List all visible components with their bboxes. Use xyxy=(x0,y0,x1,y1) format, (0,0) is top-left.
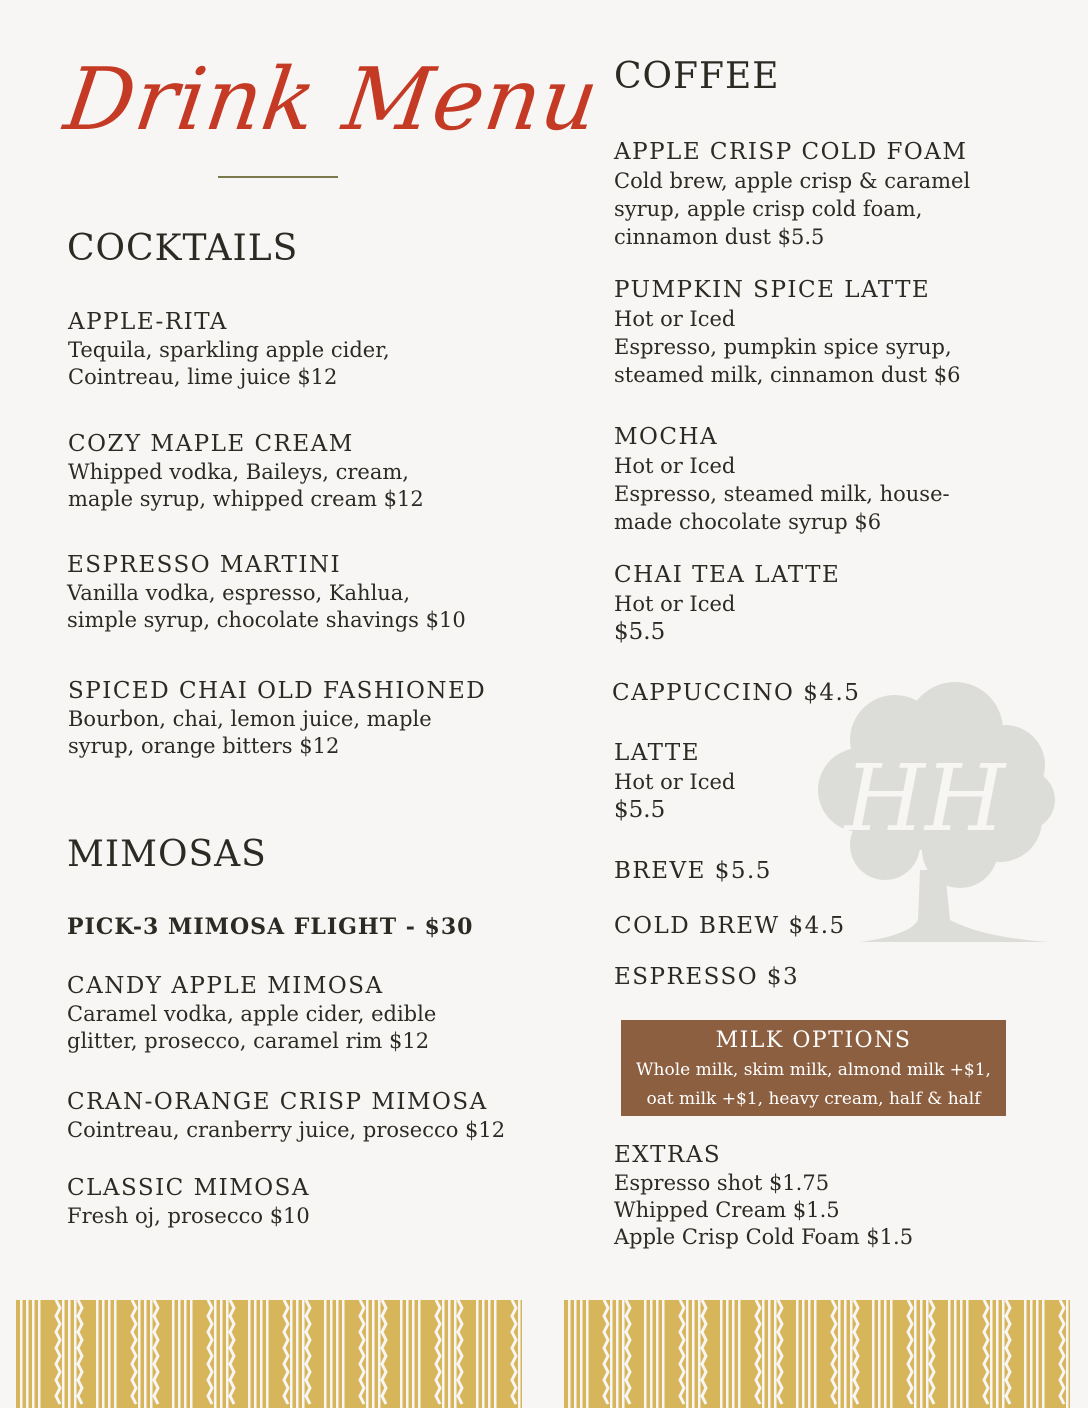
menu-item xyxy=(67,971,436,1055)
extras-line: Whipped Cream $1.5 xyxy=(614,1198,840,1222)
stripe-line xyxy=(622,1300,625,1408)
stripe-line xyxy=(814,1300,817,1408)
item-name: ESPRESSO MARTINI xyxy=(67,552,342,578)
extras-section xyxy=(614,1140,913,1251)
stripe-line xyxy=(656,1300,659,1408)
item-desc: Cointreau, lime juice $12 xyxy=(68,365,338,389)
item-desc: Vanilla vodka, espresso, Kahlua, xyxy=(67,581,411,605)
menu-item xyxy=(614,911,846,941)
stripe-line xyxy=(172,1300,175,1408)
stripe-line xyxy=(324,1300,327,1408)
stripe-line xyxy=(336,1300,339,1408)
stripe-line xyxy=(442,1300,445,1408)
stripe-line xyxy=(914,1300,917,1408)
item-desc: Hot or Iced xyxy=(614,307,736,331)
stripe-line xyxy=(762,1300,765,1408)
menu-item xyxy=(68,307,390,391)
stripe-line xyxy=(644,1300,647,1408)
item-desc: glitter, prosecco, caramel rim $12 xyxy=(67,1029,430,1053)
menu-item xyxy=(614,962,799,992)
stripe-line xyxy=(296,1300,299,1408)
stripe-line xyxy=(454,1300,457,1408)
menu-item xyxy=(614,856,772,886)
item-name: SPICED CHAI OLD FASHIONED xyxy=(68,678,487,704)
menu-item xyxy=(68,429,424,513)
stripe-line xyxy=(260,1300,263,1408)
stripe-line xyxy=(878,1300,881,1408)
item-name: CLASSIC MIMOSA xyxy=(67,1175,310,1201)
stripe-line xyxy=(178,1300,181,1408)
stripe-band-right xyxy=(564,1300,1070,1408)
stripe-line xyxy=(1036,1300,1039,1408)
stripe-line xyxy=(302,1300,305,1408)
stripe-line xyxy=(574,1300,577,1408)
stripe-line xyxy=(610,1300,613,1408)
item-desc: maple syrup, whipped cream $12 xyxy=(68,487,424,511)
stripe-line xyxy=(662,1300,665,1408)
item-name: LATTE xyxy=(614,740,701,766)
item-name: CHAI TEA LATTE xyxy=(614,562,841,588)
stripe-line xyxy=(378,1300,381,1408)
stripe-line xyxy=(686,1300,689,1408)
stripe-line xyxy=(726,1300,729,1408)
stripe-line xyxy=(796,1300,799,1408)
item-desc: steamed milk, cinnamon dust $6 xyxy=(614,363,961,387)
stripe-line xyxy=(650,1300,653,1408)
stripe-line xyxy=(150,1300,153,1408)
coffee-heading: COFFEE xyxy=(614,56,780,97)
menu-item xyxy=(67,550,466,634)
stripe-line xyxy=(844,1300,847,1408)
stripe-line xyxy=(926,1300,929,1408)
stripe-line xyxy=(62,1300,65,1408)
milk-options-heading: MILK OPTIONS xyxy=(715,1028,912,1053)
item-desc: Espresso, steamed milk, house- xyxy=(614,482,950,506)
stripe-line xyxy=(114,1300,117,1408)
stripe-line xyxy=(26,1300,29,1408)
item-name: CANDY APPLE MIMOSA xyxy=(67,973,384,999)
stripe-line xyxy=(366,1300,369,1408)
item-price: $5.5 xyxy=(614,797,666,823)
item-name: ESPRESSO $3 xyxy=(614,964,800,990)
logo-monogram: HH xyxy=(844,745,1006,852)
extras-heading: EXTRAS xyxy=(614,1142,722,1168)
stripe-line xyxy=(850,1300,853,1408)
menu-item xyxy=(614,738,735,824)
stripe-line xyxy=(920,1300,923,1408)
item-desc: syrup, apple crisp cold foam, xyxy=(614,197,923,221)
stripe-background xyxy=(564,1300,1070,1408)
item-desc: Whipped vodka, Baileys, cream, xyxy=(68,460,409,484)
item-desc: Cold brew, apple crisp & caramel xyxy=(614,169,971,193)
stripe-line xyxy=(400,1300,403,1408)
menu-item xyxy=(67,1173,310,1230)
stripe-line xyxy=(838,1300,841,1408)
item-name: COLD BREW $4.5 xyxy=(614,913,846,939)
stripe-line xyxy=(476,1300,479,1408)
stripe-line xyxy=(108,1300,111,1408)
item-desc: Bourbon, chai, lemon juice, maple xyxy=(68,707,432,731)
stripe-line xyxy=(96,1300,99,1408)
stripe-line xyxy=(872,1300,875,1408)
stripe-line xyxy=(960,1300,963,1408)
menu-item xyxy=(614,422,950,536)
item-desc: made chocolate syrup $6 xyxy=(614,510,882,534)
stripe-line xyxy=(138,1300,141,1408)
menu-item xyxy=(614,137,970,251)
stripe-line xyxy=(1042,1300,1045,1408)
stripe-line xyxy=(482,1300,485,1408)
stripe-line xyxy=(720,1300,723,1408)
stripe-line xyxy=(1002,1300,1005,1408)
item-desc: Hot or Iced xyxy=(614,454,736,478)
stripe-line xyxy=(38,1300,41,1408)
stripe-band-left xyxy=(16,1300,522,1408)
stripe-line xyxy=(808,1300,811,1408)
stripe-line xyxy=(768,1300,771,1408)
stripe-line xyxy=(1066,1300,1069,1408)
item-desc: Cointreau, cranberry juice, prosecco $12 xyxy=(67,1118,506,1142)
menu-title: Drink Menu xyxy=(58,50,606,150)
stripe-line xyxy=(342,1300,345,1408)
stripe-line xyxy=(990,1300,993,1408)
milk-options-line: Whole milk, skim milk, almond milk +$1, xyxy=(636,1060,991,1080)
item-name: PUMPKIN SPICE LATTE xyxy=(614,277,931,303)
item-desc: syrup, orange bitters $12 xyxy=(68,734,340,758)
stripe-line xyxy=(372,1300,375,1408)
stripe-background xyxy=(16,1300,522,1408)
stripe-line xyxy=(330,1300,333,1408)
item-name: CAPPUCCINO $4.5 xyxy=(612,680,861,706)
stripe-line xyxy=(1024,1300,1027,1408)
stripe-line xyxy=(418,1300,421,1408)
stripe-line xyxy=(74,1300,77,1408)
milk-options-line: oat milk +$1, heavy cream, half & half xyxy=(646,1089,981,1109)
item-name: COZY MAPLE CREAM xyxy=(68,431,354,457)
item-name: BREVE $5.5 xyxy=(614,858,772,884)
mimosas-heading: MIMOSAS xyxy=(67,834,267,875)
stripe-line xyxy=(954,1300,957,1408)
stripe-line xyxy=(966,1300,969,1408)
item-name: MOCHA xyxy=(614,424,719,450)
menu-item xyxy=(68,676,486,760)
stripe-line xyxy=(802,1300,805,1408)
stripe-line xyxy=(220,1300,223,1408)
menu-item xyxy=(614,275,960,389)
item-name: CRAN-ORANGE CRISP MIMOSA xyxy=(67,1089,488,1115)
milk-options-box xyxy=(621,1020,1006,1116)
item-name: APPLE CRISP COLD FOAM xyxy=(614,139,968,165)
stripe-line xyxy=(68,1300,71,1408)
menu-item xyxy=(614,560,840,646)
stripe-line xyxy=(448,1300,451,1408)
stripe-line xyxy=(1030,1300,1033,1408)
stripe-line xyxy=(144,1300,147,1408)
item-name: APPLE-RITA xyxy=(68,309,228,335)
stripe-line xyxy=(518,1300,521,1408)
stripe-line xyxy=(32,1300,35,1408)
stripe-line xyxy=(488,1300,491,1408)
stripe-line xyxy=(692,1300,695,1408)
stripe-line xyxy=(102,1300,105,1408)
item-desc: cinnamon dust $5.5 xyxy=(614,225,825,249)
stripe-line xyxy=(586,1300,589,1408)
stripe-line xyxy=(412,1300,415,1408)
stripe-line xyxy=(616,1300,619,1408)
item-desc: Espresso, pumpkin spice syrup, xyxy=(614,335,952,359)
cocktails-heading: COCKTAILS xyxy=(67,228,299,269)
stripe-line xyxy=(226,1300,229,1408)
stripe-line xyxy=(732,1300,735,1408)
stripe-line xyxy=(290,1300,293,1408)
title-divider xyxy=(218,176,338,178)
stripe-line xyxy=(184,1300,187,1408)
stripe-line xyxy=(948,1300,951,1408)
stripe-line xyxy=(738,1300,741,1408)
menu-item xyxy=(67,1087,505,1144)
stripe-line xyxy=(890,1300,893,1408)
stripe-line xyxy=(884,1300,887,1408)
stripe-line xyxy=(266,1300,269,1408)
stripe-line xyxy=(774,1300,777,1408)
item-price: $5.5 xyxy=(614,619,666,645)
stripe-line xyxy=(190,1300,193,1408)
item-desc: Hot or Iced xyxy=(614,770,736,794)
item-desc: Fresh oj, prosecco $10 xyxy=(67,1204,310,1228)
extras-line: Apple Crisp Cold Foam $1.5 xyxy=(614,1225,914,1249)
stripe-line xyxy=(406,1300,409,1408)
menu-item xyxy=(612,678,860,708)
stripe-line xyxy=(214,1300,217,1408)
stripe-line xyxy=(568,1300,571,1408)
stripe-line xyxy=(254,1300,257,1408)
extras-line: Espresso shot $1.75 xyxy=(614,1171,830,1195)
item-desc: Caramel vodka, apple cider, edible xyxy=(67,1002,437,1026)
tree-icon xyxy=(800,680,1060,950)
item-desc: Hot or Iced xyxy=(614,592,736,616)
mimosa-flight: PICK-3 MIMOSA FLIGHT - $30 xyxy=(67,914,474,940)
stripe-line xyxy=(580,1300,583,1408)
stripe-line xyxy=(698,1300,701,1408)
item-desc: simple syrup, chocolate shavings $10 xyxy=(67,608,466,632)
stripe-line xyxy=(494,1300,497,1408)
stripe-line xyxy=(996,1300,999,1408)
stripe-line xyxy=(20,1300,23,1408)
item-desc: Tequila, sparkling apple cider, xyxy=(68,338,390,362)
stripe-line xyxy=(248,1300,251,1408)
